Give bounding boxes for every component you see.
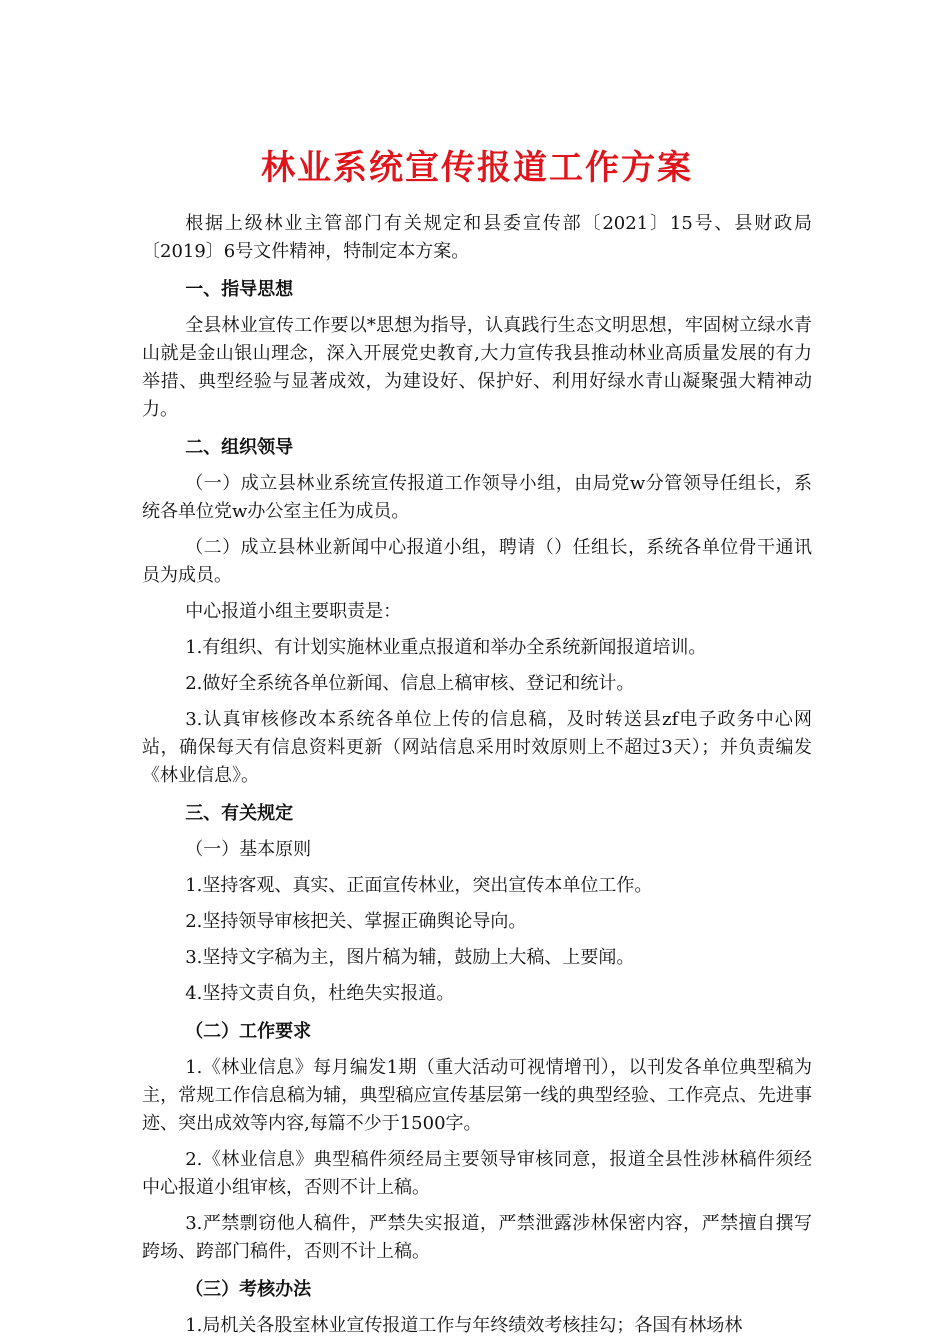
- list-item-requirement-2: 2.《林业信息》典型稿件须经局主要领导审核同意，报道全县性涉林稿件须经中心报道小组审核，否则不计上稿。: [142, 1149, 812, 1198]
- list-item-duty-3: 3.认真审核修改本系统各单位上传的信息稿，及时转送县zf电子政务中心网站，确保每天有信息资料更新（网站信息采用时效原则上不超过3天）；并负责编发《林业信息》。: [142, 709, 812, 786]
- list-item-principle-1: 1.坚持客观、真实、正面宣传林业，突出宣传本单位工作。: [185, 875, 653, 896]
- paragraph-guiding-ideology: 全县林业宣传工作要以*思想为指导，认真践行生态文明思想，牢固树立绿水青山就是金山银山理念，深入开展党史教育,大力宣传我县推动林业高质量发展的有力举措、典型经验与显著成效，为建设好、保护好、利用好绿水青山凝聚强大精神动力。: [142, 315, 812, 420]
- list-item-principle-4: 4.坚持文责自负，杜绝失实报道。: [185, 983, 455, 1004]
- list-item-duty-2: 2.做好全系统各单位新闻、信息上稿审核、登记和统计。: [185, 673, 635, 694]
- list-item-assessment-1: 1.局机关各股室林业宣传报道工作与年终绩效考核挂勾；各国有林场林: [185, 1315, 743, 1336]
- intro-paragraph: 根据上级林业主管部门有关规定和县委宣传部〔2021〕15号、县财政局〔2019〕6号文件精神，特制定本方案。: [142, 213, 812, 262]
- section-heading-guiding-ideology: 一、指导思想: [185, 279, 294, 300]
- list-item-principle-2: 2.坚持领导审核把关、掌握正确舆论导向。: [185, 911, 527, 932]
- paragraph-news-center-group: （二）成立县林业新闻中心报道小组，聘请（）任组长，系统各单位骨干通讯员为成员。: [142, 537, 812, 586]
- section-heading-organization: 二、组织领导: [185, 437, 294, 458]
- section-heading-regulations: 三、有关规定: [185, 803, 294, 824]
- subheading-work-requirements: （二）工作要求: [185, 1021, 312, 1042]
- paragraph-leading-group: （一）成立县林业系统宣传报道工作领导小组，由局党w分管领导任组长，系统各单位党w办公室主任为成员。: [142, 473, 812, 522]
- list-item-duty-1: 1.有组织、有计划实施林业重点报道和举办全系统新闻报道培训。: [185, 637, 707, 658]
- paragraph-duties-intro: 中心报道小组主要职责是：: [185, 601, 402, 622]
- list-item-requirement-1: 1.《林业信息》每月编发1期（重大活动可视情增刊），以刊发各单位典型稿为主，常规工作信息稿为辅，典型稿应宣传基层第一线的典型经验、工作亮点、先进事迹、突出成效等内容,每篇不少于1500字。: [142, 1057, 812, 1134]
- list-item-principle-3: 3.坚持文字稿为主，图片稿为辅，鼓励上大稿、上要闻。: [185, 947, 635, 968]
- subheading-assessment: （三）考核办法: [185, 1279, 312, 1300]
- list-item-requirement-3: 3.严禁剽窃他人稿件，严禁失实报道，严禁泄露涉林保密内容，严禁擅自撰写跨场、跨部门稿件，否则不计上稿。: [142, 1213, 812, 1262]
- document-title: 林业系统宣传报道工作方案: [261, 148, 693, 188]
- subheading-basic-principles: （一）基本原则: [185, 839, 312, 860]
